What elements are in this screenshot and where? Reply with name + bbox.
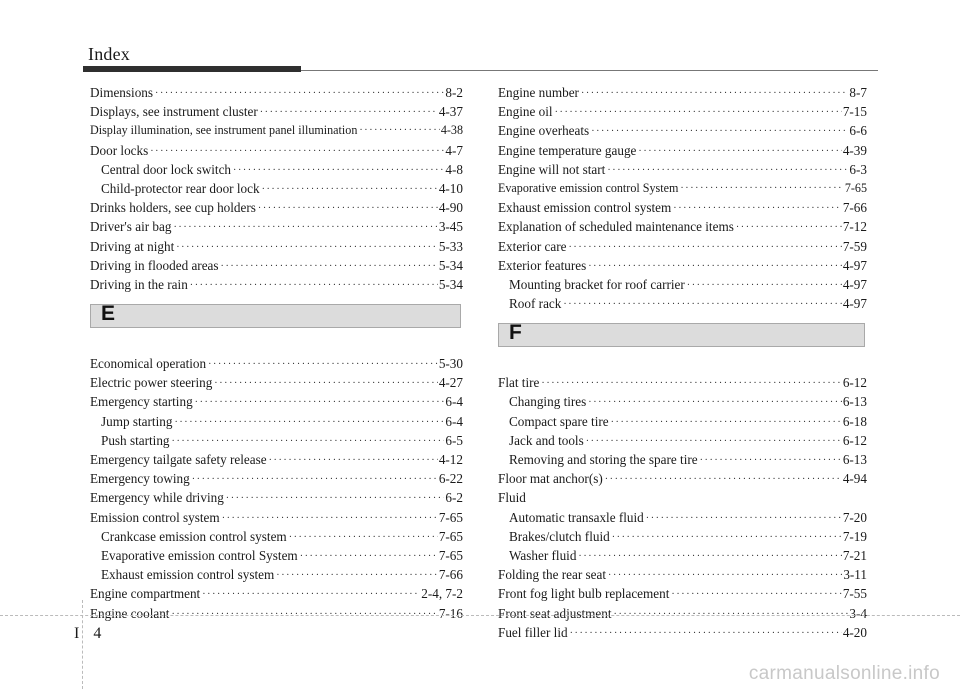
leader-dots — [233, 161, 444, 180]
entry-page: 4-8 — [445, 161, 463, 177]
entry-label: Front seat adjustment — [498, 605, 612, 621]
entry-page: 5-34 — [438, 276, 463, 292]
index-entry — [90, 217, 463, 236]
entry-label: Electric power steering — [90, 375, 213, 391]
entry-label: Driving in flooded areas — [90, 257, 219, 273]
index-entry — [498, 198, 867, 217]
entry-label: Jump starting — [101, 413, 173, 429]
index-subentry — [90, 160, 463, 179]
leader-dots — [638, 142, 841, 161]
entry-page: 5-34 — [438, 257, 463, 273]
index-entry — [90, 275, 463, 294]
index-subentry — [498, 527, 867, 546]
entry-label: Driver's air bag — [90, 219, 172, 235]
index-entry — [90, 354, 463, 373]
section-letter: E — [101, 302, 116, 326]
entry-page: 6-4 — [445, 413, 463, 429]
leader-dots — [687, 276, 842, 295]
leader-dots — [226, 489, 445, 508]
page-title: Index — [88, 44, 130, 64]
index-subentry — [498, 412, 867, 431]
index-entry — [498, 121, 867, 140]
entry-label: Removing and storing the spare tire — [509, 452, 698, 467]
entry-page: 7-55 — [842, 586, 867, 602]
entry-label: Crankcase emission control system — [101, 528, 287, 544]
index-entry — [90, 198, 463, 217]
leader-dots — [578, 547, 841, 566]
entry-page: 6-6 — [849, 123, 867, 139]
leader-dots — [300, 547, 438, 566]
leader-dots — [605, 470, 842, 489]
leader-dots — [222, 509, 438, 528]
index-entry — [90, 141, 463, 160]
leader-dots — [173, 218, 437, 237]
footer-page-number — [74, 625, 114, 643]
index-entry — [498, 141, 867, 160]
index-entry — [90, 469, 463, 488]
index-subentry — [498, 392, 867, 411]
entry-page: 7-59 — [842, 238, 867, 254]
leader-dots — [612, 528, 842, 547]
leader-dots — [359, 121, 439, 140]
index-entry — [498, 565, 867, 584]
entry-label: Mounting bracket for roof carrier — [509, 276, 685, 292]
entry-page: 4-12 — [438, 452, 463, 467]
index-subentry — [90, 179, 463, 198]
entry-page: 7-16 — [438, 605, 463, 621]
index-entry — [498, 604, 867, 623]
entry-label: Dimensions — [90, 85, 154, 100]
index-subentry — [498, 294, 867, 313]
section-letter-bar — [90, 304, 461, 328]
index-entry — [90, 373, 463, 392]
index-entry — [90, 584, 463, 603]
leader-dots — [214, 374, 438, 393]
entry-label: Brakes/clutch fluid — [509, 528, 610, 544]
entry-page: 3-4 — [849, 605, 867, 621]
entry-label: Washer fluid — [509, 547, 577, 563]
leader-dots — [588, 393, 842, 412]
entry-label: Emergency starting — [90, 394, 193, 410]
entry-page: 6-4 — [445, 394, 463, 410]
entry-page: 6-13 — [842, 452, 867, 467]
entry-page: 4-27 — [438, 375, 463, 391]
entry-label: Engine overheats — [498, 123, 590, 139]
watermark: carmanualsonline.info — [748, 663, 940, 684]
leader-dots — [736, 218, 842, 237]
index-entry — [498, 217, 867, 236]
index-entry — [90, 604, 463, 623]
footer-rule — [0, 615, 960, 616]
entry-page: 4-94 — [842, 471, 867, 487]
entry-label: Automatic transaxle fluid — [509, 509, 644, 525]
index-entry — [90, 508, 463, 527]
leader-dots — [568, 238, 841, 257]
leader-dots — [671, 585, 841, 604]
index-entry — [90, 488, 463, 507]
entry-page: 5-30 — [438, 356, 463, 372]
entry-page: 7-20 — [842, 509, 867, 525]
entry-page: 4-10 — [438, 180, 463, 196]
leader-dots — [607, 161, 848, 180]
index-entry — [498, 469, 867, 488]
entry-page: 7-21 — [842, 547, 867, 563]
leader-dots — [276, 566, 438, 585]
entry-page: 2-4, 7-2 — [421, 586, 463, 602]
entry-label: Driving at night — [90, 238, 175, 254]
entry-page: 6-5 — [445, 432, 463, 448]
entry-label: Flat tire — [498, 375, 540, 391]
leader-dots — [563, 295, 841, 314]
index-subentry — [498, 431, 867, 450]
entry-page: 6-12 — [842, 375, 867, 391]
entry-label: Emergency towing — [90, 471, 190, 487]
leader-dots — [262, 180, 438, 199]
index-entry — [498, 623, 867, 642]
leader-dots — [192, 470, 438, 489]
entry-label: Exterior care — [498, 238, 567, 254]
entry-label: Displays, see instrument cluster — [90, 104, 258, 120]
entry-label: Emergency tailgate safety release — [90, 452, 267, 467]
entry-page: 4-39 — [842, 142, 867, 158]
entry-page: 3-45 — [438, 219, 463, 235]
index-subentry — [90, 527, 463, 546]
entry-page: 8-7 — [849, 85, 867, 100]
entry-page: 6-12 — [842, 432, 867, 448]
entry-label: Fluid — [498, 490, 526, 506]
entry-page: 4-90 — [438, 200, 463, 216]
index-subentry — [498, 546, 867, 565]
index-subentry — [498, 508, 867, 527]
entry-label: Drinks holders, see cup holders — [90, 200, 256, 216]
leader-dots — [172, 432, 445, 451]
leader-dots — [646, 509, 842, 528]
entry-label: Push starting — [101, 432, 170, 448]
entry-page: 4-20 — [842, 624, 867, 640]
leader-dots — [289, 528, 438, 547]
entry-page: 7-12 — [842, 219, 867, 235]
entry-page: 7-15 — [842, 104, 867, 120]
entry-label: Explanation of scheduled maintenance items — [498, 219, 734, 235]
entry-label: Economical operation — [90, 356, 207, 372]
index-entry — [498, 102, 867, 121]
header-rule-accent — [83, 66, 301, 72]
footer-divider — [82, 600, 83, 689]
entry-page: 6-2 — [445, 490, 463, 506]
index-entry — [90, 237, 463, 256]
entry-page: 4-97 — [842, 276, 867, 292]
entry-page: 5-33 — [438, 238, 463, 254]
leader-dots — [258, 199, 438, 218]
leader-dots — [541, 374, 841, 393]
leader-dots — [586, 432, 842, 451]
entry-page: 6-13 — [842, 394, 867, 410]
leader-dots — [150, 142, 444, 161]
leader-dots — [555, 103, 842, 122]
index-entry — [498, 237, 867, 256]
entry-page: 6-18 — [842, 413, 867, 429]
entry-label: Driving in the rain — [90, 276, 188, 292]
entry-label: Engine compartment — [90, 586, 201, 602]
index-subentry — [90, 412, 463, 431]
entry-label: Evaporative emission control System — [101, 547, 298, 563]
entry-label: Exhaust emission control system — [498, 200, 672, 216]
leader-dots — [202, 585, 420, 604]
index-entry — [90, 102, 463, 121]
index-entry — [498, 160, 867, 179]
entry-label: Evaporative emission control System — [498, 180, 679, 195]
index-entry — [90, 121, 463, 140]
index-entry — [498, 179, 867, 198]
leader-dots — [221, 257, 438, 276]
entry-label: Display illumination, see instrument panel illumination — [90, 123, 358, 138]
entry-page: 7-65 — [438, 547, 463, 563]
entry-page: 7-65 — [844, 180, 867, 195]
entry-label: Engine number — [498, 85, 579, 100]
index-subentry — [90, 565, 463, 584]
entry-label: Changing tires — [509, 394, 587, 410]
leader-dots — [190, 276, 438, 295]
entry-page: 7-66 — [842, 200, 867, 216]
entry-page: 4-97 — [842, 257, 867, 273]
entry-label: Floor mat anchor(s) — [498, 471, 603, 487]
entry-label: Engine temperature gauge — [498, 142, 637, 158]
entry-label: Exterior features — [498, 257, 587, 273]
leader-dots — [174, 413, 444, 432]
entry-page: 4-38 — [440, 123, 463, 138]
entry-label: Exhaust emission control system — [101, 567, 275, 583]
leader-dots — [208, 355, 438, 374]
entry-label: Child-protector rear door lock — [101, 180, 260, 196]
leader-dots — [591, 122, 848, 141]
index-entry — [90, 392, 463, 411]
index-subentry — [498, 450, 867, 469]
entry-label: Roof rack — [509, 296, 562, 312]
index-subentry — [90, 431, 463, 450]
leader-dots — [195, 393, 445, 412]
section-letter: F — [509, 321, 522, 345]
index-entry — [90, 256, 463, 275]
leader-dots — [588, 257, 842, 276]
entry-label: Compact spare tire — [509, 413, 609, 429]
leader-dots — [260, 103, 438, 122]
entry-page: 8-2 — [445, 85, 463, 100]
entry-page: 7-65 — [438, 509, 463, 525]
index-entry — [498, 373, 867, 392]
leader-dots — [673, 199, 842, 218]
index-subentry — [498, 275, 867, 294]
entry-page: 4-7 — [445, 142, 463, 158]
index-subentry — [90, 546, 463, 565]
index-entry — [90, 83, 463, 102]
index-entry — [498, 584, 867, 603]
leader-dots — [608, 566, 842, 585]
entry-page: 7-66 — [438, 567, 463, 583]
leader-dots — [700, 451, 842, 470]
entry-page: 6-22 — [438, 471, 463, 487]
entry-page: 7-65 — [438, 528, 463, 544]
index-entry — [498, 488, 867, 507]
entry-label: Front fog light bulb replacement — [498, 586, 670, 602]
entry-label: Fuel filler lid — [498, 624, 568, 640]
leader-dots — [269, 451, 438, 470]
index-column-right — [498, 83, 867, 642]
entry-label: Central door lock switch — [101, 161, 232, 177]
entry-page: 3-11 — [843, 567, 867, 583]
leader-dots — [570, 624, 842, 643]
section-letter-bar — [498, 323, 865, 347]
footer-page: 4 — [93, 625, 102, 642]
entry-label: Engine oil — [498, 104, 553, 120]
entry-label: Jack and tools — [509, 432, 584, 448]
entry-label: Emission control system — [90, 509, 220, 525]
leader-dots — [611, 413, 842, 432]
entry-page: 7-19 — [842, 528, 867, 544]
leader-dots — [155, 84, 444, 103]
entry-page: 4-37 — [438, 104, 463, 120]
entry-page: 6-3 — [849, 161, 867, 177]
leader-dots — [581, 84, 848, 103]
leader-dots — [176, 238, 438, 257]
entry-label: Emergency while driving — [90, 490, 224, 506]
index-entry — [498, 83, 867, 102]
index-entry — [90, 450, 463, 469]
entry-page: 4-97 — [842, 296, 867, 312]
index-column-left — [90, 83, 463, 623]
entry-label: Folding the rear seat — [498, 567, 607, 583]
footer-section: I — [74, 625, 80, 642]
leader-dots — [680, 179, 843, 198]
entry-label: Engine coolant — [90, 605, 170, 621]
entry-label: Engine will not start — [498, 161, 606, 177]
index-entry — [498, 256, 867, 275]
entry-label: Door locks — [90, 142, 149, 158]
